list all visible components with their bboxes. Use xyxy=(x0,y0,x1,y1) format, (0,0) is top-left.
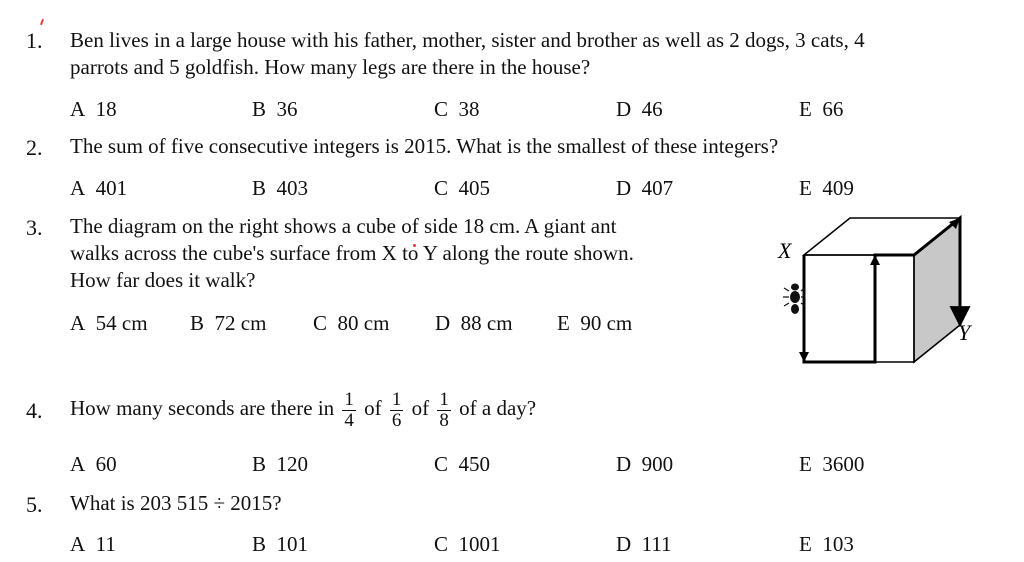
cube-shaded-side-face xyxy=(914,218,960,362)
label-x: X xyxy=(778,238,792,263)
option-c[interactable]: C 38 xyxy=(434,97,480,121)
question-5-text xyxy=(70,490,282,517)
option-d[interactable]: D 407 xyxy=(616,176,674,200)
question-3-number: 3. xyxy=(26,215,43,240)
question-4-prefix: How many seconds are there in xyxy=(70,396,335,420)
option-e[interactable]: E 103 xyxy=(799,532,854,556)
option-a[interactable]: A 54 cm xyxy=(70,311,148,335)
question-1-number: 1. xyxy=(26,28,43,53)
question-4-of-1: of xyxy=(364,396,382,420)
option-a[interactable]: A 18 xyxy=(70,97,117,121)
option-a[interactable]: A 60 xyxy=(70,452,117,476)
option-d[interactable]: D 111 xyxy=(616,532,672,556)
question-2-line-1: The sum of five consecutive integers is 2015. What is the smallest of these integers? xyxy=(70,134,779,158)
question-4-number: 4. xyxy=(26,398,43,423)
option-c[interactable]: C 450 xyxy=(434,452,491,476)
question-3-line-1: The diagram on the right shows a cube of side 18 cm. A giant ant xyxy=(70,214,617,238)
option-e[interactable]: E 66 xyxy=(799,97,844,121)
question-3-text xyxy=(70,213,634,294)
fraction-2: $\frac{1}{6}$ xyxy=(391,388,402,431)
option-a[interactable]: A 401 xyxy=(70,176,128,200)
option-d[interactable]: D 900 xyxy=(616,452,674,476)
label-y: Y xyxy=(958,320,971,345)
option-b[interactable]: B 101 xyxy=(252,532,309,556)
option-c[interactable]: C 405 xyxy=(434,176,491,200)
option-c[interactable]: C 1001 xyxy=(434,532,501,556)
question-2-text xyxy=(70,133,778,160)
fraction-1: $\frac{1}{4}$ xyxy=(344,388,354,431)
question-1-line-1: Ben lives in a large house with his father, mother, sister and brother as well as 2 dogs, 3 cats, 4 xyxy=(70,28,865,52)
cube-front-face xyxy=(804,255,914,362)
option-b[interactable]: B 72 cm xyxy=(190,311,267,335)
question-4-text xyxy=(70,380,536,436)
question-2-number: 2. xyxy=(26,135,43,160)
fraction-3: $\frac{1}{8}$ xyxy=(439,388,449,431)
question-4-of-2: of xyxy=(411,396,430,420)
question-3-line-3: How far does it walk? xyxy=(70,268,256,292)
question-1-line-2: parrots and 5 goldfish. How many legs are there in the house? xyxy=(70,55,591,79)
option-b[interactable]: B 403 xyxy=(252,176,309,200)
option-c[interactable]: C 80 cm xyxy=(313,311,390,335)
option-a[interactable]: A 11 xyxy=(70,532,116,556)
cube-diagram xyxy=(770,205,1000,380)
ant-icon xyxy=(783,284,805,315)
option-e[interactable]: E 90 cm xyxy=(557,311,633,335)
option-e[interactable]: E 3600 xyxy=(799,452,865,476)
question-1-text xyxy=(70,27,865,81)
option-d[interactable]: D 46 xyxy=(616,97,663,121)
option-e[interactable]: E 409 xyxy=(799,176,854,200)
option-b[interactable]: B 36 xyxy=(252,97,298,121)
option-d[interactable]: D 88 cm xyxy=(435,311,513,335)
option-b[interactable]: B 120 xyxy=(252,452,309,476)
question-3-line-2: walks across the cube's surface from X to Y along the route shown. xyxy=(70,241,634,265)
question-5-number: 5. xyxy=(26,492,43,517)
question-4-suffix: of a day? xyxy=(459,396,537,420)
question-5-line-1: What is 203 515 ÷ 2015? xyxy=(70,491,282,515)
pen-mark xyxy=(40,19,44,25)
